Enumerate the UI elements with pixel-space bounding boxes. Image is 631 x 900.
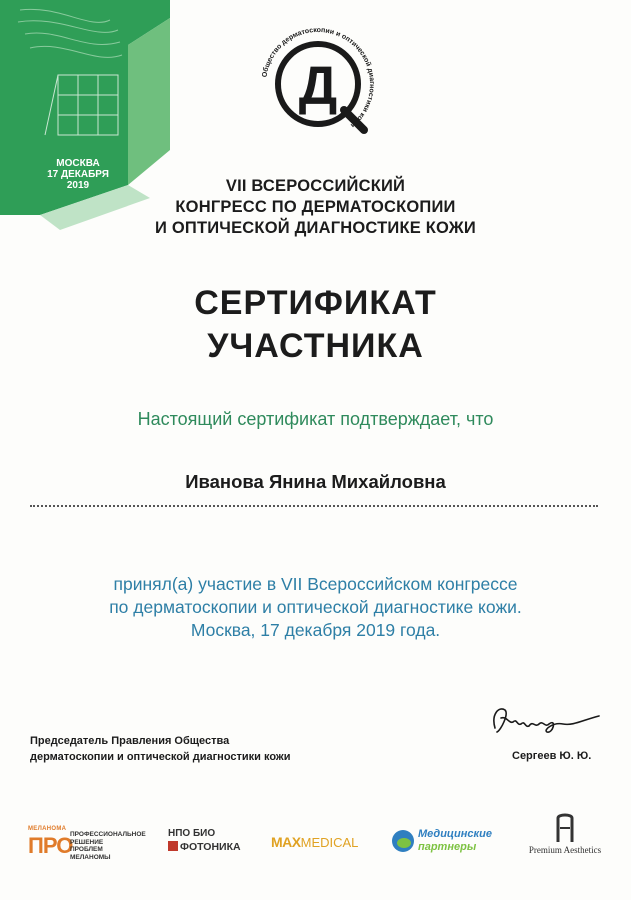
participation-line: принял(а) участие в VII Всероссийском конгрессе xyxy=(113,574,518,594)
sponsor-max-suffix: MEDICAL xyxy=(300,835,359,850)
certificate-heading-line: СЕРТИФИКАТ xyxy=(194,284,437,322)
sponsor-medpartners-line: Медицинские xyxy=(418,828,492,840)
sponsor-melanoma-pro: ПРО xyxy=(28,833,73,858)
sponsor-melanoma-slogan-line: РЕШЕНИЕ xyxy=(70,838,104,846)
participation-place-date: Москва, 17 декабря 2019 года. xyxy=(190,620,441,640)
sponsor-npo-line: НПО БИО xyxy=(168,828,216,839)
sponsor-melanoma-slogan-line: ПРОБЛЕМ xyxy=(70,846,103,853)
name-underline xyxy=(30,505,598,507)
sponsor-melanoma-slogan-line: МЕЛАНОМЫ xyxy=(70,853,111,861)
sponsor-medical-partners-logo xyxy=(392,828,492,860)
npo-mark-icon xyxy=(168,841,178,851)
event-date: 17 ДЕКАБРЯ xyxy=(47,169,109,180)
sponsor-npo-line: ФОТОНИКА xyxy=(180,841,241,853)
participation-text xyxy=(0,573,631,642)
participation-line: по дерматоскопии и оптической диагностике кожи. xyxy=(109,597,522,617)
chair-title-line: Председатель Правления Общества xyxy=(30,735,230,747)
sponsor-melanoma-pro-logo xyxy=(28,826,146,862)
sponsor-melanoma-slogan-line: ПРОФЕССИОНАЛЬНОЕ xyxy=(70,831,146,838)
congress-title-line: VII ВСЕРОССИЙСКИЙ xyxy=(225,177,406,195)
sponsor-melanoma-top: МЕЛАНОМА xyxy=(28,826,67,832)
event-city: МОСКВА xyxy=(56,158,100,169)
sponsor-medpartners-line: партнеры xyxy=(418,841,477,853)
premium-aesthetics-mark-icon xyxy=(520,812,610,844)
confirmation-text: Настоящий сертификат подтверждает, что xyxy=(137,409,494,429)
congress-title xyxy=(0,176,631,239)
medpartners-leaf-icon xyxy=(397,838,411,848)
congress-title-line: И ОПТИЧЕСКОЙ ДИАГНОСТИКЕ КОЖИ xyxy=(155,219,476,237)
society-logo-letter: Д xyxy=(298,56,338,116)
chair-title xyxy=(30,733,290,765)
event-year: 2019 xyxy=(66,180,90,191)
congress-title-line: КОНГРЕСС ПО ДЕРМАТОСКОПИИ xyxy=(175,198,456,216)
sponsor-premium-aesthetics-logo xyxy=(520,812,610,858)
chair-title-line: дерматоскопии и оптической диагностики кожи xyxy=(30,751,291,763)
sponsor-max-brand: MAX xyxy=(271,834,301,850)
sponsor-npo-biofotonika-logo xyxy=(168,828,248,858)
signer-name: Сергеев Ю. Ю. xyxy=(512,750,592,762)
handwritten-signature xyxy=(487,700,605,740)
society-logo xyxy=(256,22,380,146)
sponsor-melanoma-slogan xyxy=(70,831,146,861)
society-logo-ring-text: Общество дерматоскопии и оптической диагностики кожи xyxy=(261,26,376,129)
sponsor-max-medical-logo xyxy=(271,834,358,850)
sponsor-premium-name: Premium Aesthetics xyxy=(528,845,602,855)
certificate-heading-line: УЧАСТНИКА xyxy=(207,327,424,365)
certificate-heading xyxy=(0,282,631,368)
participant-name: Иванова Янина Михайловна xyxy=(185,471,446,492)
